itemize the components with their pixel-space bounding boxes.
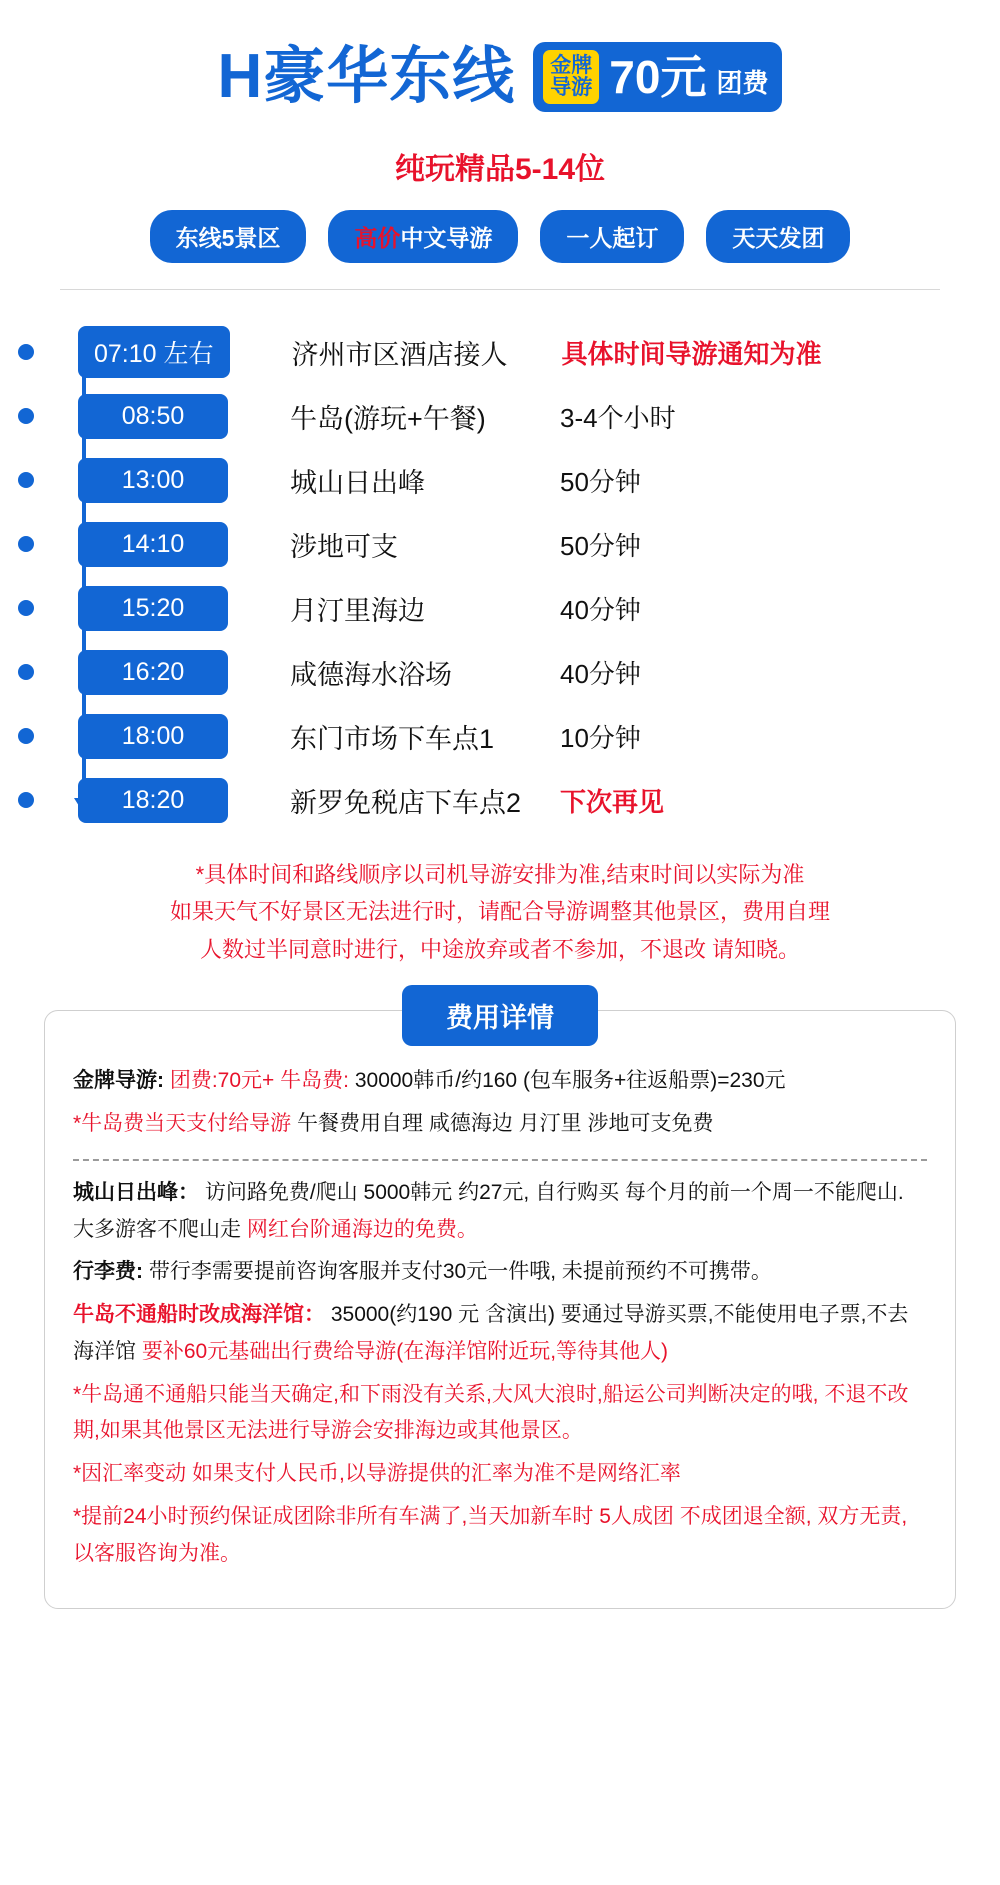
fee-line-niudao-pay	[73, 1106, 927, 1143]
timeline-time: 14:10	[78, 522, 228, 567]
fee-aquarium-label: 牛岛不通船时改成海洋馆：	[73, 1303, 325, 1327]
feature-pill-2-highlight: 高价	[354, 225, 401, 252]
timeline-dot-icon	[18, 344, 34, 360]
timeline-duration: 具体时间导游通知为准	[561, 338, 822, 369]
price-box	[533, 42, 782, 112]
timeline-duration: 50分钟	[560, 530, 641, 561]
timeline-time: 08:50	[78, 394, 228, 439]
timeline-place: 月汀里海边	[290, 595, 425, 626]
timeline-duration: 40分钟	[560, 594, 641, 625]
timeline-time: 13:00	[78, 458, 228, 503]
header-divider	[60, 289, 940, 290]
fee-free-sites: 午餐费用自理 咸德海边 月汀里 涉地可支免费	[297, 1112, 714, 1136]
fee-seongsan-detail: 访问路免费/爬山 5000韩元 约27元, 自行购买 每个月的前一个周一不能爬山. 大多游客不爬山走	[73, 1180, 904, 1241]
fee-details-card	[44, 1003, 956, 1609]
timeline-row	[64, 644, 960, 700]
timeline-place: 涉地可支	[290, 531, 398, 562]
fee-luggage-detail: 带行李需要提前咨询客服并支付30元一件哦, 未提前预约不可携带。	[148, 1260, 772, 1284]
fee-niudao-detail: 30000韩币/约160 (包车服务+往返船票)=230元	[354, 1069, 786, 1093]
timeline-time: 18:00	[78, 714, 228, 759]
fee-seongsan-free-note: 网红台阶通海边的免费。	[246, 1217, 478, 1241]
timeline-time: 15:20	[78, 586, 228, 631]
gold-guide-badge	[543, 50, 599, 104]
feature-pill-list	[0, 210, 1000, 263]
timeline-duration: 50分钟	[560, 466, 641, 497]
gold-badge-line2: 导游	[550, 76, 593, 100]
feature-pill-2-label: 中文导游	[400, 225, 493, 252]
price-amount: 70元	[609, 51, 707, 104]
timeline-dot-icon	[18, 472, 34, 488]
fee-aquarium-detail: 35000(约190 元 含演出) 要通过导游买票,不能使用电子票,不去海洋馆	[73, 1303, 909, 1363]
price-unit-label: 团费	[716, 68, 769, 99]
page-title: H豪华东线	[217, 42, 516, 112]
fee-seongsan-label: 城山日出峰：	[73, 1180, 199, 1204]
timeline-dot-icon	[18, 536, 34, 552]
timeline-row	[64, 452, 960, 508]
timeline-row	[64, 580, 960, 636]
timeline-duration: 下次再见	[560, 786, 665, 817]
timeline-row	[64, 772, 960, 828]
fee-line-exchange-note: *因汇率变动 如果支付人民币,以导游提供的汇率为准不是网络汇率	[73, 1462, 681, 1486]
timeline-place: 咸德海水浴场	[290, 659, 452, 690]
timeline-place: 东门市场下车点1	[290, 723, 495, 754]
timeline-duration: 40分钟	[560, 658, 641, 689]
note-line-3: 人数过半同意时进行，中途放弃或者不参加，不退改 请知晓。	[199, 936, 801, 962]
feature-pill-1[interactable]: 东线5景区	[150, 210, 307, 263]
timeline-row	[64, 324, 960, 380]
feature-pill-4[interactable]: 天天发团	[706, 210, 850, 263]
note-line-2: 如果天气不好景区无法进行时，请配合导游调整其他景区，费用自理	[169, 899, 830, 925]
fee-guide-label: 金牌导游:	[73, 1069, 164, 1093]
fee-line-luggage	[73, 1254, 927, 1291]
timeline-time: 07:10 左右	[78, 326, 230, 378]
timeline-place: 牛岛(游玩+午餐)	[290, 403, 486, 434]
fee-line-booking-note: *提前24小时预约保证成团除非所有车满了,当天加新车时 5人成团 不成团退全额, 双方无责,以客服咨询为准。	[73, 1504, 908, 1565]
timeline-dot-icon	[18, 408, 34, 424]
timeline-dot-icon	[18, 792, 34, 808]
fee-group-cost: 团费:70元+	[169, 1069, 275, 1093]
timeline-row	[64, 516, 960, 572]
timeline-duration: 3-4个小时	[560, 402, 676, 433]
fee-line-boat-note: *牛岛通不通船只能当天确定,和下雨没有关系,大风大浪时,船运公司判断决定的哦, 不退不改期,如果其他景区无法进行导游会安排海边或其他景区。	[73, 1382, 909, 1443]
fee-line-aquarium	[73, 1297, 927, 1371]
timeline-dot-icon	[18, 600, 34, 616]
fee-details-title: 费用详情	[402, 985, 598, 1046]
header	[0, 24, 1000, 118]
fee-niudao-pay-note: *牛岛费当天支付给导游	[73, 1112, 292, 1136]
timeline-time: 16:20	[78, 650, 228, 695]
fee-niudao-label: 牛岛费:	[280, 1069, 349, 1093]
itinerary-notes	[50, 856, 950, 968]
fee-line-guide	[73, 1063, 927, 1100]
feature-pill-3[interactable]: 一人起订	[540, 210, 684, 263]
timeline-place: 济州市区酒店接人	[291, 339, 508, 370]
gold-badge-line1: 金牌	[550, 54, 593, 77]
fee-divider	[73, 1159, 927, 1161]
note-line-1: *具体时间和路线顺序以司机导游安排为准,结束时间以实际为准	[195, 862, 805, 888]
timeline-place: 新罗免税店下车点2	[290, 787, 522, 818]
subtitle: 纯玩精品5-14位	[394, 153, 606, 187]
timeline-dot-icon	[18, 728, 34, 744]
timeline-time: 18:20	[78, 778, 228, 823]
fee-luggage-label: 行李费:	[73, 1260, 143, 1284]
feature-pill-2[interactable]	[328, 210, 518, 263]
itinerary-timeline	[0, 324, 1000, 828]
timeline-row	[64, 708, 960, 764]
fee-line-seongsan	[73, 1175, 927, 1249]
timeline-duration: 10分钟	[560, 722, 641, 753]
timeline-place: 城山日出峰	[290, 467, 425, 498]
timeline-dot-icon	[18, 664, 34, 680]
timeline-row	[64, 388, 960, 444]
fee-aquarium-extra: 要补60元基础出行费给导游(在海洋馆附近玩,等待其他人)	[141, 1339, 669, 1363]
